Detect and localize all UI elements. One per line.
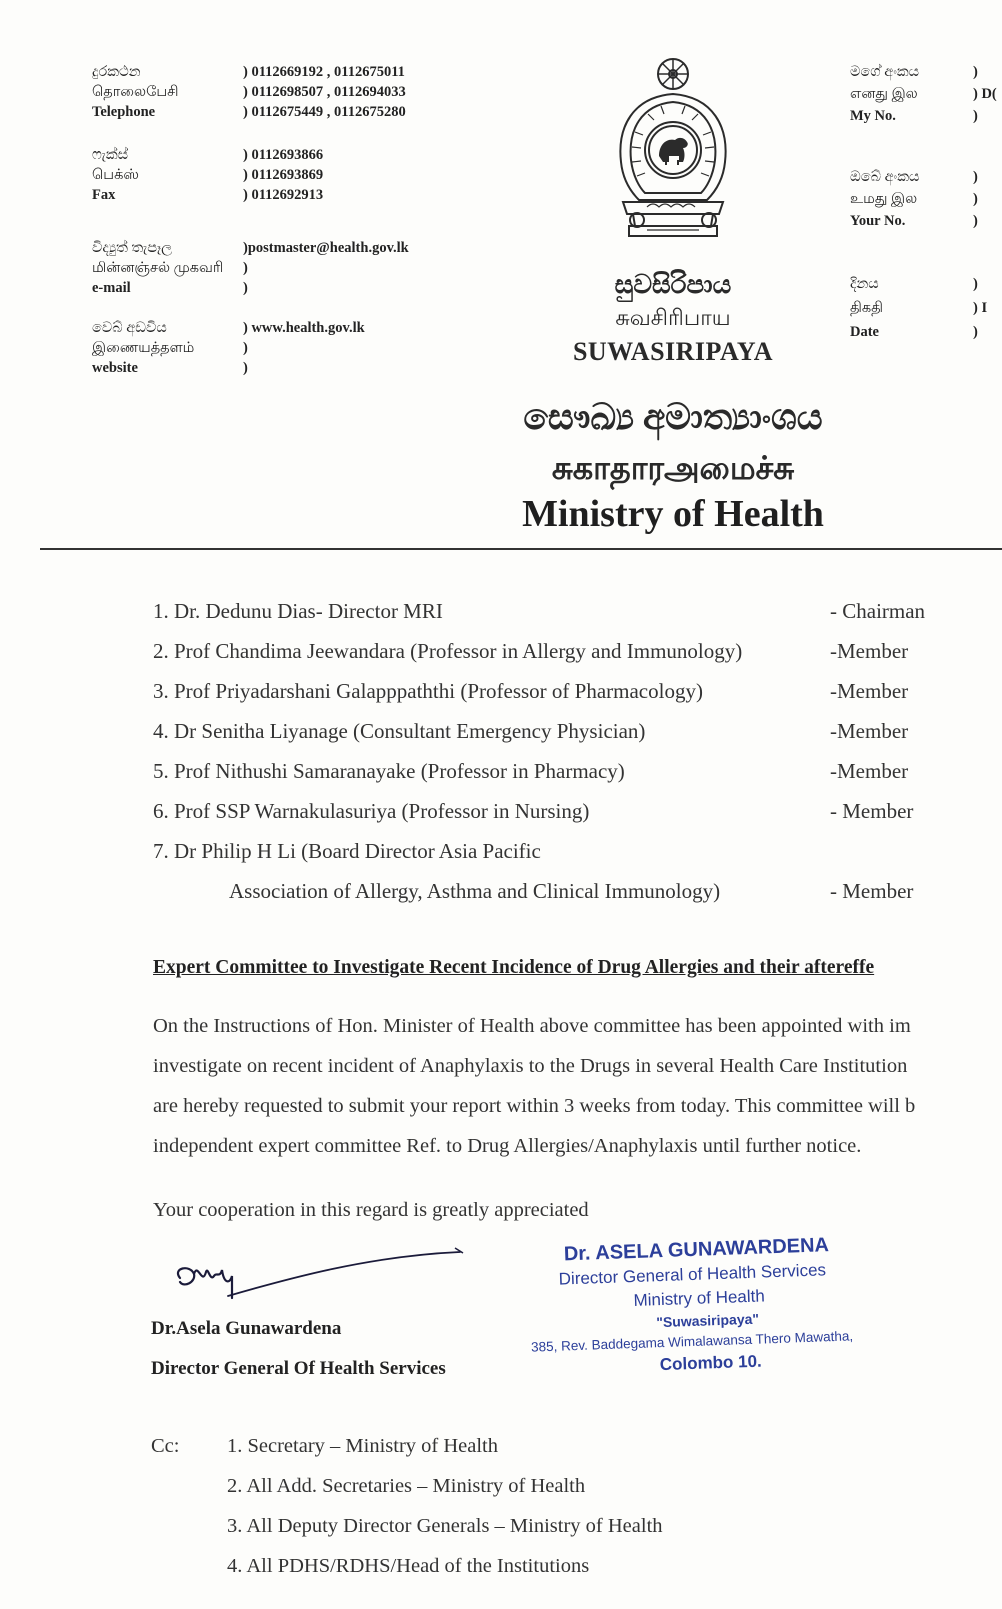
closing-line: Your cooperation in this regard is greatly appreciated [153, 1199, 589, 1221]
fax-value-2: ) 0112693869 [243, 167, 324, 183]
telephone-label-si: දුරකථන [92, 64, 141, 80]
member-2-role: -Member [830, 639, 909, 663]
website-label-si: වෙබ් අඩවිය [92, 320, 167, 336]
my-no-label-en: My No. [850, 108, 896, 124]
suwasiripaya-english: SUWASIRIPAYA [572, 337, 774, 366]
website-label-en: website [92, 360, 138, 376]
suwasiripaya-sinhala: සුවසිරිපාය [614, 270, 732, 299]
member-5: 5. Prof Nithushi Samaranayake (Professor in Pharmacy) [153, 759, 625, 783]
fax-label-ta: பெக்ஸ் [92, 167, 139, 183]
body-line-3: are hereby requested to submit your report within 3 weeks from today. This committee will b [153, 1095, 916, 1117]
your-no-label-en: Your No. [850, 213, 906, 229]
member-3-role: -Member [830, 679, 909, 703]
letter-subject: Expert Committee to Investigate Recent Incidence of Drug Allergies and their aftereffe [153, 957, 875, 978]
my-no-value-3: ) [973, 108, 978, 124]
member-6: 6. Prof SSP Warnakulasuriya (Professor in Nursing) [153, 799, 590, 823]
your-no-value-1: ) [973, 169, 978, 185]
signatory-title: Director General Of Health Services [151, 1358, 446, 1379]
your-no-label-ta: உமது இல [850, 191, 918, 207]
date-label-si: දිනය [850, 276, 879, 292]
handwritten-signature [150, 1238, 470, 1318]
fax-value-1: ) 0112693866 [243, 147, 324, 163]
my-no-label-ta: எனது இல [850, 86, 918, 102]
member-6-role: - Member [830, 799, 914, 823]
email-label-ta: மின்னஞ்சல் முகவரி [92, 260, 224, 276]
stamp-line-address: 385, Rev. Baddegama Wimalawansa Thero Mawatha, [530, 1328, 854, 1355]
email-label-si: විද්‍යුත් තැපෑල [92, 240, 173, 256]
website-label-ta: இணையத்தளம் [92, 340, 195, 356]
telephone-value-1: ) 0112669192 , 0112675011 [243, 64, 405, 80]
telephone-label-ta: தொலைபேசி [92, 84, 179, 100]
member-4-role: -Member [830, 719, 909, 743]
date-value-1: ) [973, 276, 978, 292]
member-3: 3. Prof Priyadarshani Galapppaththi (Professor of Pharmacology) [153, 679, 703, 703]
ministry-name-tamil: சுகாதாரஅமைச்சு [551, 450, 795, 486]
stamp-line-building: "Suwasiripaya" [656, 1310, 760, 1331]
email-label-en: e-mail [92, 280, 131, 296]
stamp-line-city: Colombo 10. [659, 1351, 763, 1375]
cc-item-1: 1. Secretary – Ministry of Health [227, 1435, 498, 1457]
website-link[interactable]: ) www.health.gov.lk [243, 320, 365, 336]
website-value-3: ) [243, 360, 248, 376]
stamp-line-title: Director General of Health Services [558, 1260, 827, 1289]
my-no-value-1: ) [973, 64, 978, 80]
signatory-name: Dr.Asela Gunawardena [151, 1318, 342, 1339]
telephone-value-2: ) 0112698507 , 0112694033 [243, 84, 406, 100]
stamp-line-ministry: Ministry of Health [633, 1286, 766, 1311]
date-label-en: Date [850, 324, 879, 340]
telephone-label-en: Telephone [92, 104, 156, 120]
my-no-value-2: ) D( [973, 86, 997, 102]
member-7-role: - Member [830, 879, 914, 903]
date-value-3: ) [973, 324, 978, 340]
cc-item-3: 3. All Deputy Director Generals – Ministry of Health [227, 1515, 663, 1537]
fax-value-3: ) 0112692913 [243, 187, 324, 203]
ministry-name-sinhala: සෞඛ්‍ය අමාත්‍යාංශය [523, 397, 823, 437]
sri-lanka-emblem-icon [603, 52, 743, 247]
member-4: 4. Dr Senitha Liyanage (Consultant Emergency Physician) [153, 719, 646, 743]
cc-item-4: 4. All PDHS/RDHS/Head of the Institutions [227, 1555, 590, 1577]
your-no-label-si: ඔබේ අංකය [850, 169, 920, 185]
email-link[interactable]: )postmaster@health.gov.lk [243, 240, 409, 256]
body-line-2: investigate on recent incident of Anaphylaxis to the Drugs in several Health Care Institution [153, 1055, 908, 1077]
body-line-1: On the Instructions of Hon. Minister of Health above committee has been appointed with im [153, 1015, 911, 1037]
your-no-value-3: ) [973, 213, 978, 229]
date-label-ta: திகதி [850, 300, 884, 316]
body-line-4: independent expert committee Ref. to Drug Allergies/Anaphylaxis until further notice. [153, 1135, 862, 1157]
member-7: 7. Dr Philip H Li (Board Director Asia Pacific [153, 839, 541, 863]
stamp-line-name: Dr. ASELA GUNAWARDENA [563, 1234, 830, 1266]
member-1-role: - Chairman [830, 599, 926, 623]
your-no-value-2: ) [973, 191, 978, 207]
fax-label-en: Fax [92, 187, 116, 203]
website-value-2: ) [243, 340, 248, 356]
member-1: 1. Dr. Dedunu Dias- Director MRI [153, 599, 443, 623]
cc-item-2: 2. All Add. Secretaries – Ministry of Health [227, 1475, 586, 1497]
member-2: 2. Prof Chandima Jeewandara (Professor in Allergy and Immunology) [153, 639, 743, 663]
official-stamp [527, 1231, 912, 1394]
fax-label-si: ෆැක්ස් [92, 147, 129, 163]
email-value-3: ) [243, 280, 248, 296]
telephone-value-3: ) 0112675449 , 0112675280 [243, 104, 406, 120]
cc-label: Cc: [151, 1435, 180, 1457]
member-7-continued: Association of Allergy, Asthma and Clinical Immunology) [229, 879, 721, 903]
header-divider [40, 548, 1002, 550]
suwasiripaya-tamil: சுவசிரிபாய [615, 305, 731, 330]
ministry-name-english: Ministry of Health [522, 493, 824, 535]
member-5-role: -Member [830, 759, 909, 783]
my-no-label-si: මගේ අංකය [850, 64, 920, 80]
email-value-2: ) [243, 260, 248, 276]
date-value-2: ) I [973, 300, 988, 316]
